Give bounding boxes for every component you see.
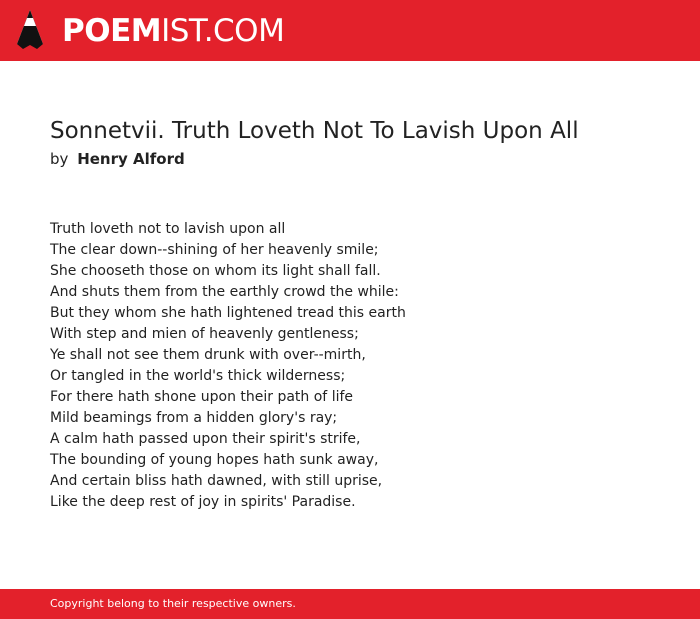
poem-line: Ye shall not see them drunk with over--mirth, (50, 347, 366, 363)
poem-line: Or tangled in the world's thick wilderness; (50, 368, 346, 384)
poem-line: Truth loveth not to lavish upon all (50, 221, 286, 237)
poem-line: And shuts them from the earthly crowd the while: (50, 284, 399, 300)
byline (50, 149, 185, 169)
by-label: by (50, 150, 69, 168)
poem-line: For there hath shone upon their path of life (50, 389, 354, 405)
copyright-text: Copyright belong to their respective owners. (50, 597, 296, 610)
poem-line: But they whom she hath lightened tread this earth (50, 305, 406, 321)
poem-line: A calm hath passed upon their spirit's strife, (50, 431, 361, 447)
site-footer (0, 589, 700, 619)
author-name: Henry Alford (77, 150, 185, 168)
logo-light-text: IST.COM (161, 13, 285, 49)
pencil-icon[interactable] (17, 10, 43, 51)
poem-body (50, 219, 406, 513)
site-logo[interactable] (62, 11, 284, 51)
poem-line: The bounding of young hopes hath sunk away, (50, 452, 379, 468)
logo-bold-text: POEM (62, 13, 162, 49)
poem-line: And certain bliss hath dawned, with still uprise, (50, 473, 383, 489)
poem-line: Mild beamings from a hidden glory's ray; (50, 410, 338, 426)
poem-title: Sonnetvii. Truth Loveth Not To Lavish Upon All (50, 118, 579, 144)
poem-line: With step and mien of heavenly gentleness; (50, 326, 359, 342)
site-header (0, 0, 700, 61)
poem-line: The clear down--shining of her heavenly smile; (50, 242, 379, 258)
poem-line: Like the deep rest of joy in spirits' Paradise. (50, 494, 356, 510)
poem-line: She chooseth those on whom its light shall fall. (50, 263, 381, 279)
